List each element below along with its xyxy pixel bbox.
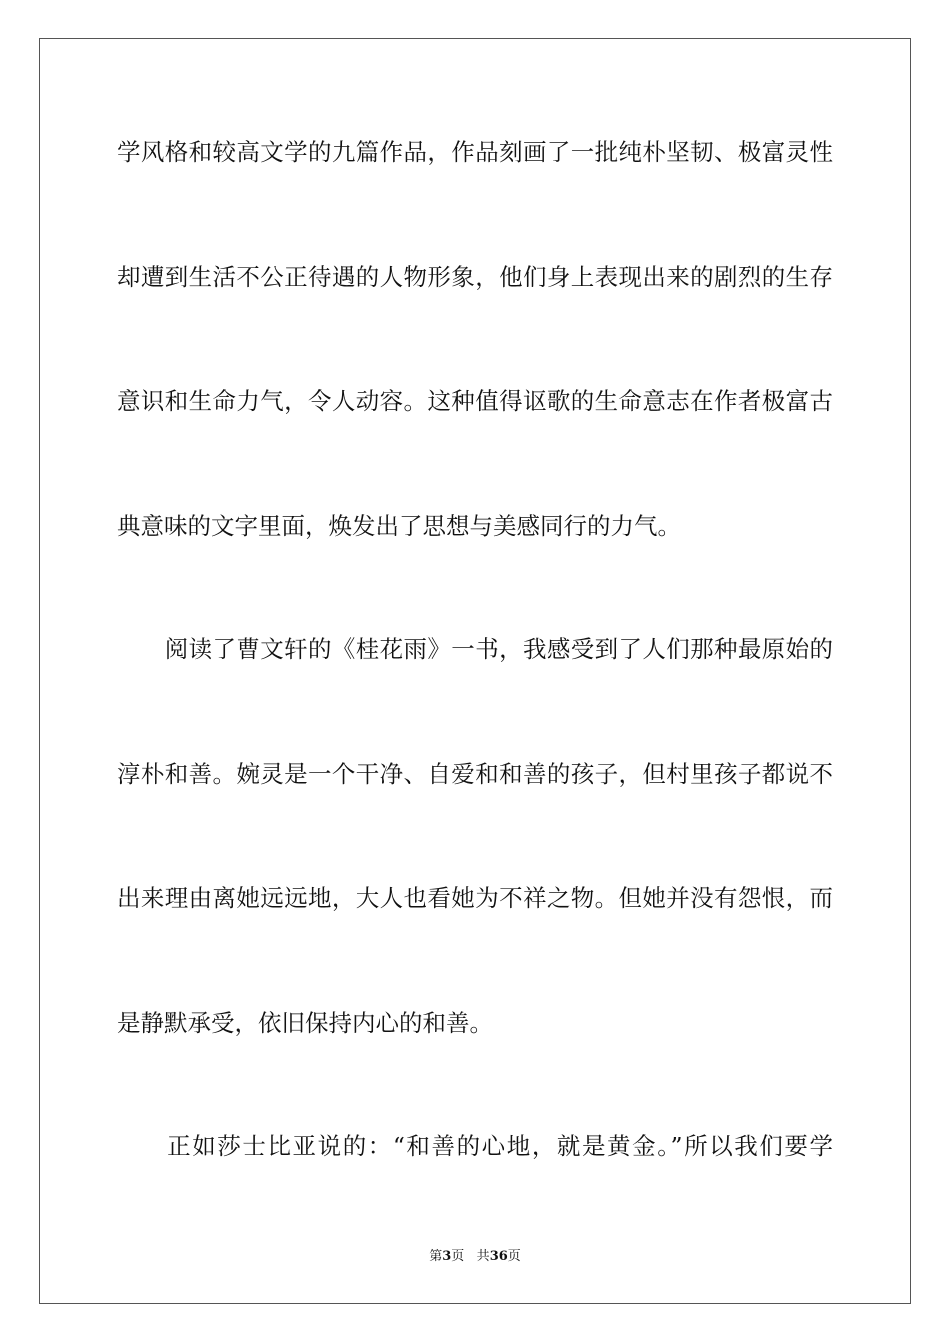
text-line-7: 出来理由离她远远地，大人也看她为不祥之物。但她并没有怨恨，而 bbox=[117, 884, 833, 912]
text-line-4: 典意味的文字里面，焕发出了思想与美感同行的力气。 bbox=[117, 512, 681, 540]
page-number: 3 bbox=[442, 1249, 452, 1264]
page-suffix: 页 bbox=[451, 1249, 465, 1264]
text-line-3: 意识和生命力气，令人动容。这种值得讴歌的生命意志在作者极富古 bbox=[117, 387, 833, 415]
total-prefix: 共 bbox=[476, 1249, 490, 1264]
page-border bbox=[39, 38, 911, 1304]
text-line-1: 学风格和较高文学的九篇作品，作品刻画了一批纯朴坚韧、极富灵性 bbox=[117, 138, 833, 166]
total-suffix: 页 bbox=[507, 1249, 521, 1264]
text-line-2: 却遭到生活不公正待遇的人物形象，他们身上表现出来的剧烈的生存 bbox=[117, 263, 833, 291]
total-pages: 36 bbox=[489, 1249, 508, 1264]
page-prefix: 第 bbox=[429, 1249, 443, 1264]
text-line-6: 淳朴和善。婉灵是一个干净、自爱和和善的孩子，但村里孩子都说不 bbox=[117, 760, 833, 788]
text-line-8: 是静默承受，依旧保持内心的和善。 bbox=[117, 1009, 493, 1037]
text-line-5: 阅读了曹文轩的《桂花雨》一书，我感受到了人们那种最原始的 bbox=[117, 635, 833, 663]
text-line-9: 正如莎士比亚说的：“和善的心地，就是黄金。”所以我们要学 bbox=[117, 1132, 833, 1160]
page-footer bbox=[0, 1248, 950, 1266]
